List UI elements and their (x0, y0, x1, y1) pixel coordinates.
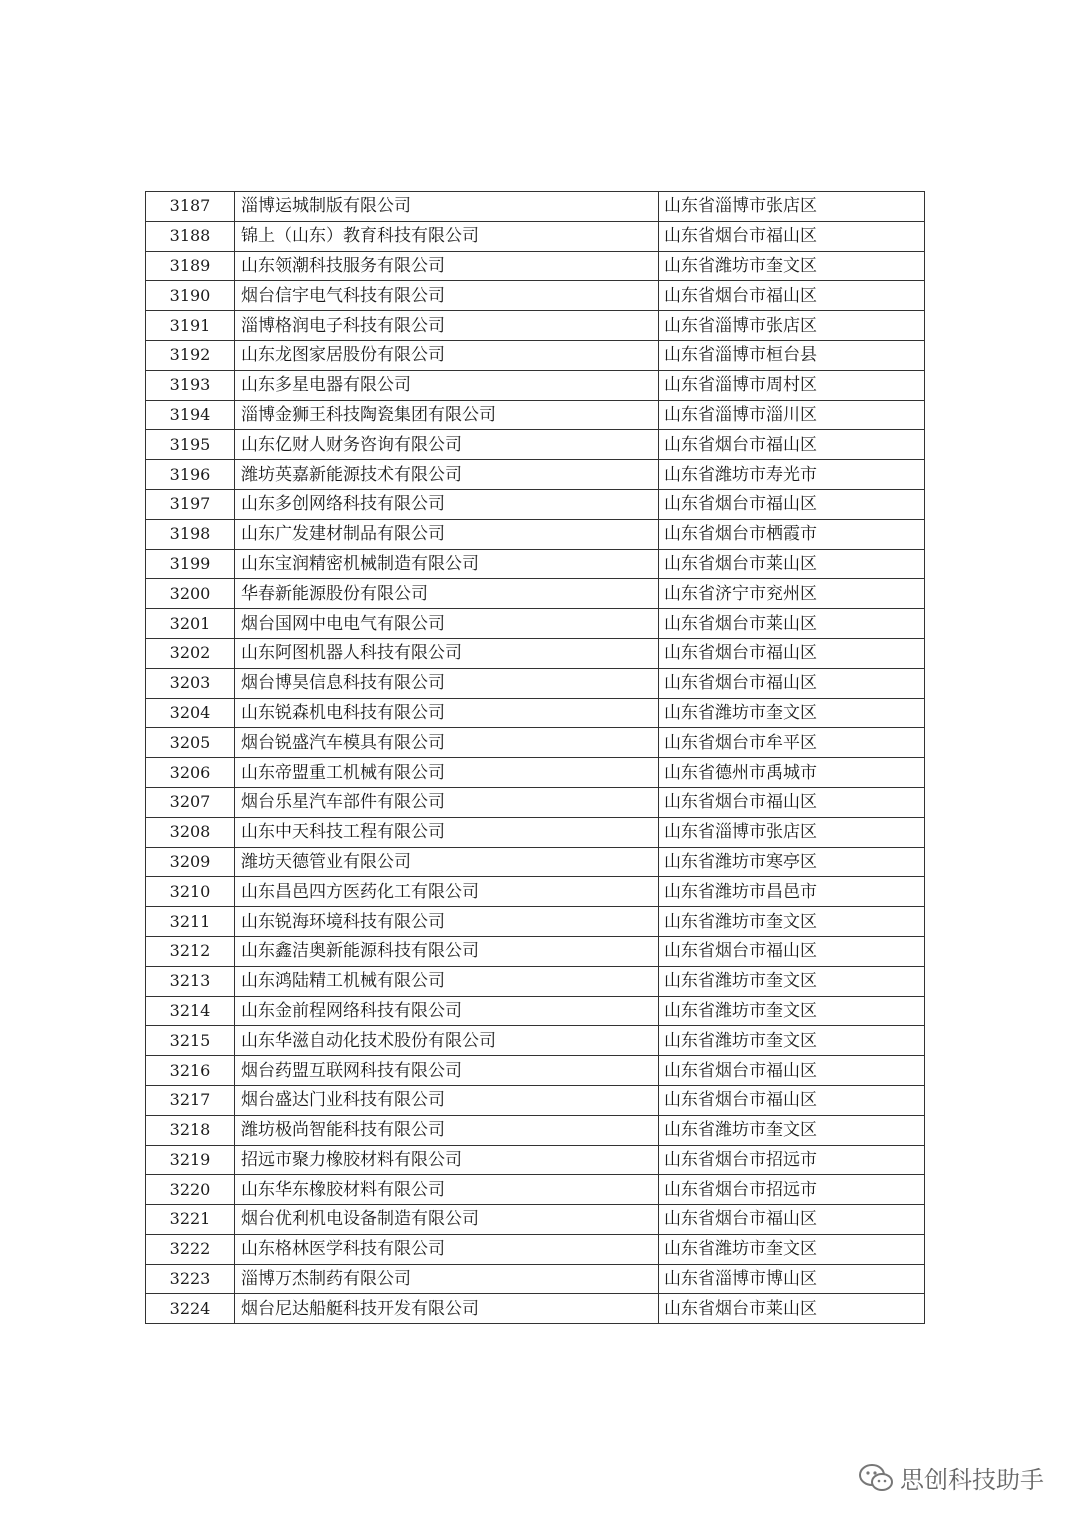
row-number: 3197 (146, 489, 235, 519)
company-location: 山东省潍坊市奎文区 (659, 996, 925, 1026)
row-number: 3190 (146, 281, 235, 311)
table-row (146, 340, 925, 370)
table-row (146, 519, 925, 549)
company-location: 山东省淄博市周村区 (659, 370, 925, 400)
company-name: 山东多创网络科技有限公司 (235, 489, 659, 519)
table-row (146, 728, 925, 758)
table-row (146, 847, 925, 877)
company-location: 山东省淄博市桓台县 (659, 340, 925, 370)
company-location: 山东省潍坊市奎文区 (659, 698, 925, 728)
table-row (146, 1056, 925, 1086)
company-location: 山东省烟台市牟平区 (659, 728, 925, 758)
row-number: 3220 (146, 1175, 235, 1205)
company-name: 潍坊英嘉新能源技术有限公司 (235, 460, 659, 490)
company-name: 山东华滋自动化技术股份有限公司 (235, 1026, 659, 1056)
company-location: 山东省济宁市兖州区 (659, 579, 925, 609)
row-number: 3191 (146, 311, 235, 341)
company-name: 潍坊天德管业有限公司 (235, 847, 659, 877)
company-name: 山东领潮科技服务有限公司 (235, 251, 659, 281)
row-number: 3216 (146, 1056, 235, 1086)
table-row (146, 698, 925, 728)
row-number: 3209 (146, 847, 235, 877)
company-name: 山东金前程网络科技有限公司 (235, 996, 659, 1026)
company-location: 山东省烟台市福山区 (659, 489, 925, 519)
company-name: 潍坊极尚智能科技有限公司 (235, 1115, 659, 1145)
table-row (146, 817, 925, 847)
company-name: 山东龙图家居股份有限公司 (235, 340, 659, 370)
company-location: 山东省淄博市博山区 (659, 1264, 925, 1294)
table-row (146, 609, 925, 639)
row-number: 3219 (146, 1145, 235, 1175)
company-name: 烟台国网中电电气有限公司 (235, 609, 659, 639)
company-name: 烟台锐盛汽车模具有限公司 (235, 728, 659, 758)
company-name: 山东锐森机电科技有限公司 (235, 698, 659, 728)
row-number: 3195 (146, 430, 235, 460)
company-location: 山东省潍坊市昌邑市 (659, 877, 925, 907)
company-location: 山东省烟台市福山区 (659, 787, 925, 817)
table-row (146, 370, 925, 400)
row-number: 3193 (146, 370, 235, 400)
company-location: 山东省潍坊市奎文区 (659, 251, 925, 281)
watermark (858, 1460, 1044, 1495)
company-name: 山东鸿陆精工机械有限公司 (235, 966, 659, 996)
row-number: 3215 (146, 1026, 235, 1056)
table-row (146, 936, 925, 966)
company-location: 山东省淄博市淄川区 (659, 400, 925, 430)
company-name: 淄博万杰制药有限公司 (235, 1264, 659, 1294)
table-row (146, 966, 925, 996)
company-name: 山东格林医学科技有限公司 (235, 1234, 659, 1264)
company-name: 山东锐海环境科技有限公司 (235, 907, 659, 937)
company-name: 山东阿图机器人科技有限公司 (235, 638, 659, 668)
company-name: 山东华东橡胶材料有限公司 (235, 1175, 659, 1205)
company-location: 山东省烟台市福山区 (659, 668, 925, 698)
row-number: 3222 (146, 1234, 235, 1264)
row-number: 3187 (146, 192, 235, 222)
company-name: 山东宝润精密机械制造有限公司 (235, 549, 659, 579)
row-number: 3208 (146, 817, 235, 847)
table-row (146, 579, 925, 609)
table-row (146, 638, 925, 668)
company-name: 淄博运城制版有限公司 (235, 192, 659, 222)
row-number: 3205 (146, 728, 235, 758)
table-row (146, 1115, 925, 1145)
table-row (146, 311, 925, 341)
company-name: 山东亿财人财务咨询有限公司 (235, 430, 659, 460)
table-row (146, 787, 925, 817)
row-number: 3214 (146, 996, 235, 1026)
table-row (146, 460, 925, 490)
table-row (146, 1205, 925, 1235)
table-row (146, 877, 925, 907)
row-number: 3218 (146, 1115, 235, 1145)
table-row (146, 1264, 925, 1294)
row-number: 3217 (146, 1085, 235, 1115)
company-location: 山东省烟台市莱山区 (659, 549, 925, 579)
company-location: 山东省淄博市张店区 (659, 192, 925, 222)
company-location: 山东省烟台市福山区 (659, 638, 925, 668)
company-location: 山东省烟台市福山区 (659, 1085, 925, 1115)
row-number: 3212 (146, 936, 235, 966)
row-number: 3224 (146, 1294, 235, 1324)
company-name: 烟台博昊信息科技有限公司 (235, 668, 659, 698)
row-number: 3194 (146, 400, 235, 430)
row-number: 3199 (146, 549, 235, 579)
company-location: 山东省烟台市福山区 (659, 1056, 925, 1086)
company-location: 山东省潍坊市寿光市 (659, 460, 925, 490)
table-row (146, 281, 925, 311)
table-row (146, 1294, 925, 1324)
company-location: 山东省潍坊市奎文区 (659, 1026, 925, 1056)
company-location: 山东省潍坊市奎文区 (659, 1234, 925, 1264)
table-row (146, 668, 925, 698)
company-location: 山东省烟台市招远市 (659, 1145, 925, 1175)
company-location: 山东省烟台市福山区 (659, 1205, 925, 1235)
company-name: 山东昌邑四方医药化工有限公司 (235, 877, 659, 907)
company-location: 山东省潍坊市奎文区 (659, 1115, 925, 1145)
row-number: 3207 (146, 787, 235, 817)
row-number: 3196 (146, 460, 235, 490)
company-name: 山东多星电器有限公司 (235, 370, 659, 400)
wechat-icon (858, 1463, 894, 1493)
row-number: 3204 (146, 698, 235, 728)
row-number: 3203 (146, 668, 235, 698)
company-location: 山东省潍坊市奎文区 (659, 907, 925, 937)
company-name: 招远市聚力橡胶材料有限公司 (235, 1145, 659, 1175)
company-name: 华春新能源股份有限公司 (235, 579, 659, 609)
row-number: 3211 (146, 907, 235, 937)
company-name: 山东帝盟重工机械有限公司 (235, 758, 659, 788)
company-location: 山东省淄博市张店区 (659, 817, 925, 847)
company-name: 锦上（山东）教育科技有限公司 (235, 221, 659, 251)
table-row (146, 1234, 925, 1264)
table-row (146, 996, 925, 1026)
row-number: 3210 (146, 877, 235, 907)
company-location: 山东省烟台市莱山区 (659, 1294, 925, 1324)
company-location: 山东省潍坊市寒亭区 (659, 847, 925, 877)
row-number: 3206 (146, 758, 235, 788)
company-list-table (145, 191, 925, 1324)
company-name: 淄博格润电子科技有限公司 (235, 311, 659, 341)
company-name: 烟台信宇电气科技有限公司 (235, 281, 659, 311)
table-row (146, 1175, 925, 1205)
company-name: 山东广发建材制品有限公司 (235, 519, 659, 549)
row-number: 3200 (146, 579, 235, 609)
table-row (146, 907, 925, 937)
company-location: 山东省烟台市福山区 (659, 281, 925, 311)
company-name: 烟台优利机电设备制造有限公司 (235, 1205, 659, 1235)
company-name: 烟台尼达船艇科技开发有限公司 (235, 1294, 659, 1324)
company-name: 山东鑫洁奥新能源科技有限公司 (235, 936, 659, 966)
row-number: 3192 (146, 340, 235, 370)
company-name: 淄博金狮王科技陶瓷集团有限公司 (235, 400, 659, 430)
company-name: 烟台乐星汽车部件有限公司 (235, 787, 659, 817)
table-row (146, 221, 925, 251)
company-location: 山东省烟台市福山区 (659, 936, 925, 966)
table-row (146, 549, 925, 579)
row-number: 3188 (146, 221, 235, 251)
company-location: 山东省淄博市张店区 (659, 311, 925, 341)
table-row (146, 400, 925, 430)
row-number: 3198 (146, 519, 235, 549)
watermark-text: 思创科技助手 (900, 1466, 1044, 1494)
table-row (146, 489, 925, 519)
table-body (146, 192, 925, 1324)
company-location: 山东省烟台市福山区 (659, 221, 925, 251)
company-location: 山东省烟台市福山区 (659, 430, 925, 460)
company-location: 山东省烟台市栖霞市 (659, 519, 925, 549)
company-name: 烟台药盟互联网科技有限公司 (235, 1056, 659, 1086)
row-number: 3201 (146, 609, 235, 639)
table-row (146, 251, 925, 281)
table-row (146, 1026, 925, 1056)
company-name: 山东中天科技工程有限公司 (235, 817, 659, 847)
company-location: 山东省烟台市莱山区 (659, 609, 925, 639)
row-number: 3213 (146, 966, 235, 996)
company-location: 山东省德州市禹城市 (659, 758, 925, 788)
table-row (146, 1085, 925, 1115)
table-row (146, 192, 925, 222)
table-row (146, 758, 925, 788)
row-number: 3223 (146, 1264, 235, 1294)
row-number: 3189 (146, 251, 235, 281)
company-location: 山东省潍坊市奎文区 (659, 966, 925, 996)
table-row (146, 1145, 925, 1175)
row-number: 3202 (146, 638, 235, 668)
company-name: 烟台盛达门业科技有限公司 (235, 1085, 659, 1115)
company-location: 山东省烟台市招远市 (659, 1175, 925, 1205)
table-row (146, 430, 925, 460)
row-number: 3221 (146, 1205, 235, 1235)
